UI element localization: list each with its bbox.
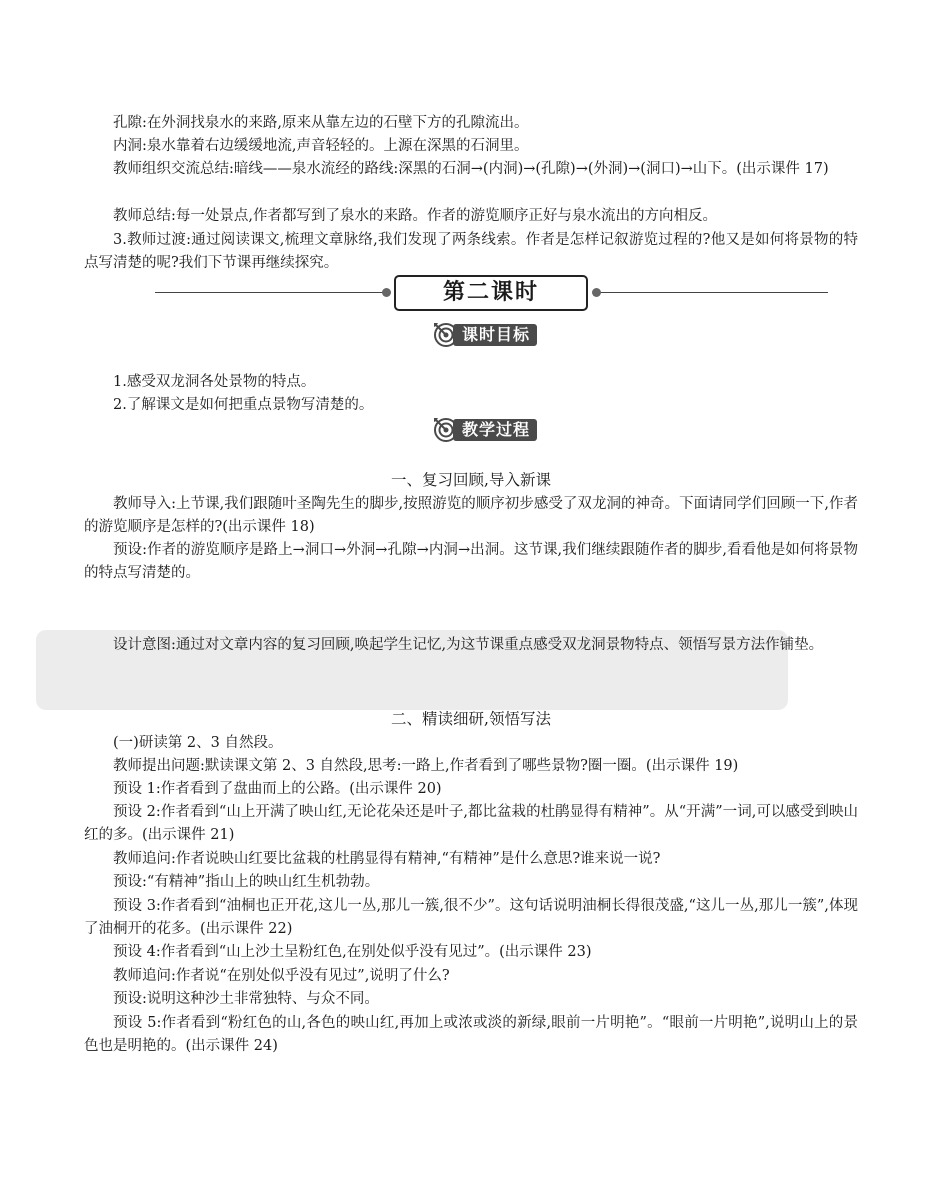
objective-item: 2.了解课文是如何把重点景物写清楚的。 xyxy=(113,397,374,413)
paragraph-preset-order: 预设:作者的游览顺序是路上→洞口→外洞→孔隙→内洞→出洞。这节课,我们继续跟随作者的脚步,看看他是如何将景物的特点写清楚的。 xyxy=(84,542,858,581)
paragraph-question: 教师提出问题:默读课文第 2、3 自然段,思考:一路上,作者看到了哪些景物?圈一圈。(出示课件 19) xyxy=(113,758,739,774)
paragraph-transition: 3.教师过渡:通过阅读课文,梳理文章脉络,我们发现了两条线索。作者是怎样记叙游览过程的?他又是如何将景物的特点写清楚的呢?我们下节课再继续探究。 xyxy=(84,232,858,271)
objective-item: 1.感受双龙洞各处景物的特点。 xyxy=(113,374,316,390)
paragraph-summary-dark-line: 教师组织交流总结:暗线——泉水流经的路线:深黑的石洞→(内洞)→(孔隙)→(外洞)→(洞口)→山下。(出示课件 17) xyxy=(113,161,829,177)
lesson-title: 第二课时 xyxy=(394,275,588,311)
divider-dot-right xyxy=(592,288,601,297)
paragraph-preset-unique: 预设:说明这种沙土非常独特、与众不同。 xyxy=(113,991,379,1007)
design-intent-text: 设计意图:通过对文章内容的复习回顾,唤起学生记忆,为这节课重点感受双龙洞景物特点、领悟写景方法作铺垫。 xyxy=(113,637,824,653)
paragraph-preset-1: 预设 1:作者看到了盘曲而上的公路。(出示课件 20) xyxy=(113,781,442,797)
section-heading-close-reading: 二、精读细研,领悟写法 xyxy=(391,710,551,728)
paragraph-teacher-intro: 教师导入:上节课,我们跟随叶圣陶先生的脚步,按照游览的顺序初步感受了双龙洞的神奇。下面请同学们回顾一下,作者的游览顺序是怎样的?(出示课件 18) xyxy=(84,496,858,535)
paragraph-preset-spirit: 预设:“有精神”指山上的映山红生机勃勃。 xyxy=(113,874,380,890)
paragraph-kongxi: 孔隙:在外洞找泉水的来路,原来从靠左边的石壁下方的孔隙流出。 xyxy=(113,115,529,131)
divider-dot-left xyxy=(382,288,391,297)
divider-line-left xyxy=(155,292,387,293)
section-heading-review: 一、复习回顾,导入新课 xyxy=(391,471,551,489)
divider-line-right xyxy=(597,292,828,293)
paragraph-preset-4: 预设 4:作者看到“山上沙土呈粉红色,在别处似乎没有见过”。(出示课件 23) xyxy=(113,944,592,960)
paragraph-neidong: 内洞:泉水靠着右边缓缓地流,声音轻轻的。上源在深黑的石洞里。 xyxy=(113,138,529,154)
objectives-badge-label: 课时目标 xyxy=(453,324,537,346)
process-badge-label: 教学过程 xyxy=(453,419,537,441)
subsection-title: (一)研读第 2、3 自然段。 xyxy=(113,735,283,751)
paragraph-follow-up-2: 教师追问:作者说“在别处似乎没有见过”,说明了什么? xyxy=(113,968,450,984)
paragraph-preset-5: 预设 5:作者看到“粉红色的山,各色的映山红,再加上或浓或淡的新绿,眼前一片明艳”。“眼前一片明艳”,说明山上的景色也是明艳的。(出示课件 24) xyxy=(84,1015,858,1054)
paragraph-preset-3: 预设 3:作者看到“油桐也正开花,这儿一丛,那儿一簇,很不少”。这句话说明油桐长得很茂盛,“这儿一丛,那儿一簇”,体现了油桐开的花多。(出示课件 22) xyxy=(84,898,858,937)
paragraph-teacher-summary: 教师总结:每一处景点,作者都写到了泉水的来路。作者的游览顺序正好与泉水流出的方向相反。 xyxy=(113,208,717,224)
paragraph-follow-up-1: 教师追问:作者说映山红要比盆栽的杜鹃显得有精神,“有精神”是什么意思?谁来说一说? xyxy=(113,851,661,867)
paragraph-preset-2: 预设 2:作者看到“山上开满了映山红,无论花朵还是叶子,都比盆栽的杜鹃显得有精神”。从“开满”一词,可以感受到映山红的多。(出示课件 21) xyxy=(84,804,858,843)
